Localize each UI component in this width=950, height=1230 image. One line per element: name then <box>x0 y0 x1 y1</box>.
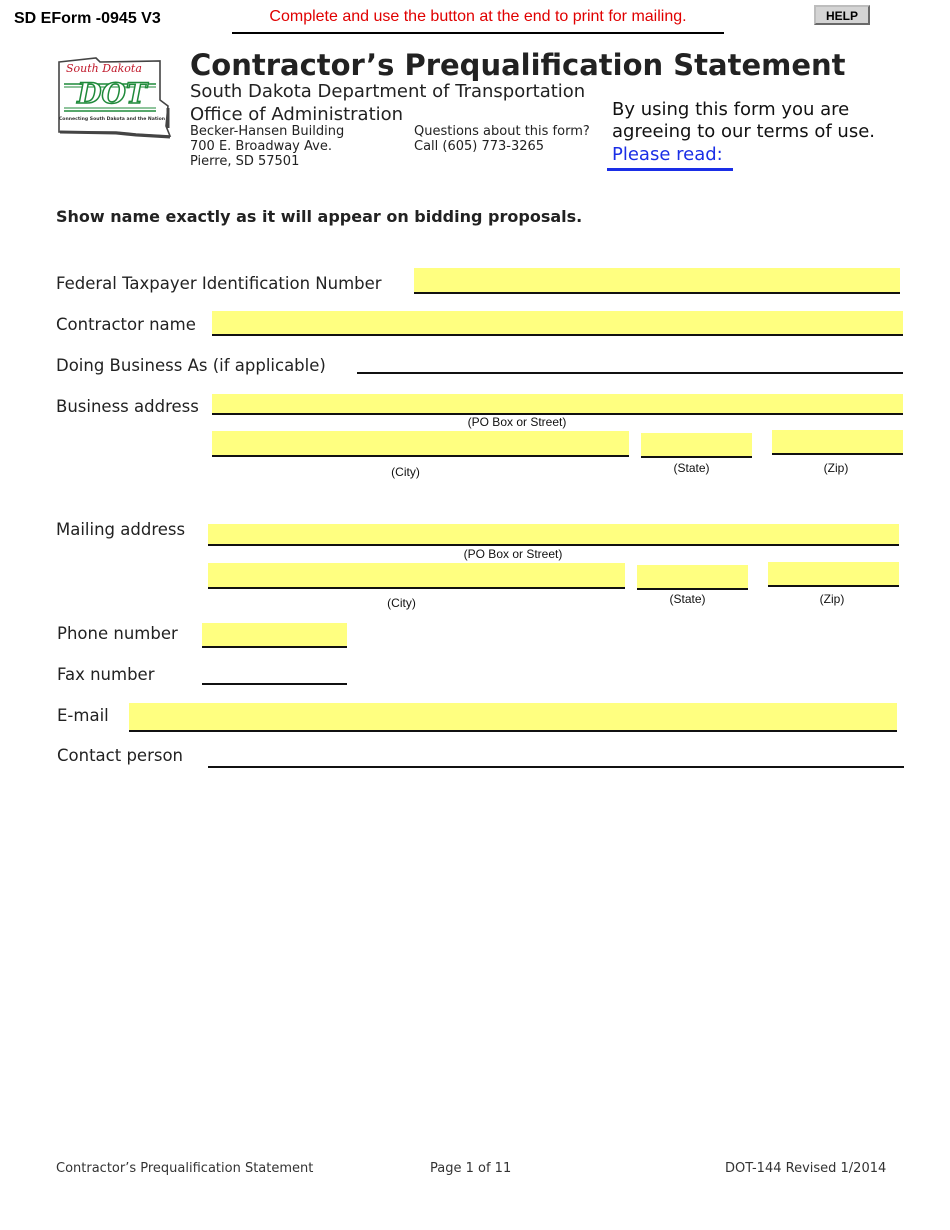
contractor-name-label: Contractor name <box>56 315 196 334</box>
mailing-zip-sublabel: (Zip) <box>819 592 845 606</box>
terms-line: By using this form you are <box>612 99 850 120</box>
dba-input[interactable] <box>357 356 903 374</box>
instruction-text: Complete and use the button at the end to print for mailing. <box>232 6 724 34</box>
name-instruction: Show name exactly as it will appear on bidding proposals. <box>56 207 583 226</box>
phone-input[interactable] <box>202 623 347 648</box>
fax-label: Fax number <box>57 665 155 684</box>
business-city-sublabel: (City) <box>391 465 420 479</box>
agency-address <box>190 124 344 169</box>
terms-link[interactable]: Please read: <box>612 144 723 165</box>
terms-link-underline <box>607 168 733 171</box>
logo-tagline: Connecting South Dakota and the Nation <box>58 117 166 122</box>
sd-dot-logo <box>56 56 172 140</box>
page-title: Contractor’s Prequalification Statement <box>190 48 846 82</box>
contact-person-input[interactable] <box>208 748 904 768</box>
business-zip-input[interactable] <box>772 430 903 455</box>
contact-person-label: Contact person <box>57 746 183 765</box>
mailing-zip-input[interactable] <box>768 562 899 587</box>
address-line: Pierre, SD 57501 <box>190 154 300 169</box>
terms-line: agreeing to our terms of use. <box>612 121 876 142</box>
mailing-street-input[interactable] <box>208 524 899 546</box>
business-street-input[interactable] <box>212 394 903 415</box>
business-state-sublabel: (State) <box>673 461 710 475</box>
address-line: 700 E. Broadway Ave. <box>190 139 332 154</box>
department-name: South Dakota Department of Transportation <box>190 81 586 102</box>
business-city-input[interactable] <box>212 431 629 457</box>
questions-contact <box>414 124 590 154</box>
fax-input[interactable] <box>202 666 347 685</box>
address-line: Becker-Hansen Building <box>190 124 345 139</box>
mailing-state-input[interactable] <box>637 565 748 590</box>
footer-form-title: Contractor’s Prequalification Statement <box>56 1161 314 1176</box>
tin-label: Federal Taxpayer Identification Number <box>56 274 382 293</box>
help-button[interactable]: HELP <box>814 5 870 25</box>
form-id: SD EForm -0945 V3 <box>14 10 161 27</box>
mailing-city-sublabel: (City) <box>387 596 416 610</box>
questions-line: Questions about this form? <box>414 124 590 139</box>
business-zip-sublabel: (Zip) <box>823 461 849 475</box>
business-street-sublabel: (PO Box or Street) <box>467 415 567 429</box>
logo-dot-text: DOT <box>77 77 147 110</box>
mailing-address-label: Mailing address <box>56 520 186 539</box>
phone-line: Call (605) 773-3265 <box>414 139 545 154</box>
email-label: E-mail <box>57 706 109 725</box>
business-address-label: Business address <box>56 397 199 416</box>
mailing-city-input[interactable] <box>208 563 625 589</box>
office-name: Office of Administration <box>190 104 404 125</box>
phone-label: Phone number <box>57 624 178 643</box>
form-revision: DOT-144 Revised 1/2014 <box>725 1161 887 1176</box>
mailing-street-sublabel: (PO Box or Street) <box>463 547 563 561</box>
business-state-input[interactable] <box>641 433 752 458</box>
page-number: Page 1 of 11 <box>430 1161 512 1176</box>
logo-state-text: South Dakota <box>66 62 142 75</box>
contractor-name-input[interactable] <box>212 311 903 336</box>
email-input[interactable] <box>129 703 897 732</box>
dba-label: Doing Business As (if applicable) <box>56 356 326 375</box>
mailing-state-sublabel: (State) <box>669 592 706 606</box>
terms-notice <box>612 99 875 143</box>
tin-input[interactable] <box>414 268 900 294</box>
